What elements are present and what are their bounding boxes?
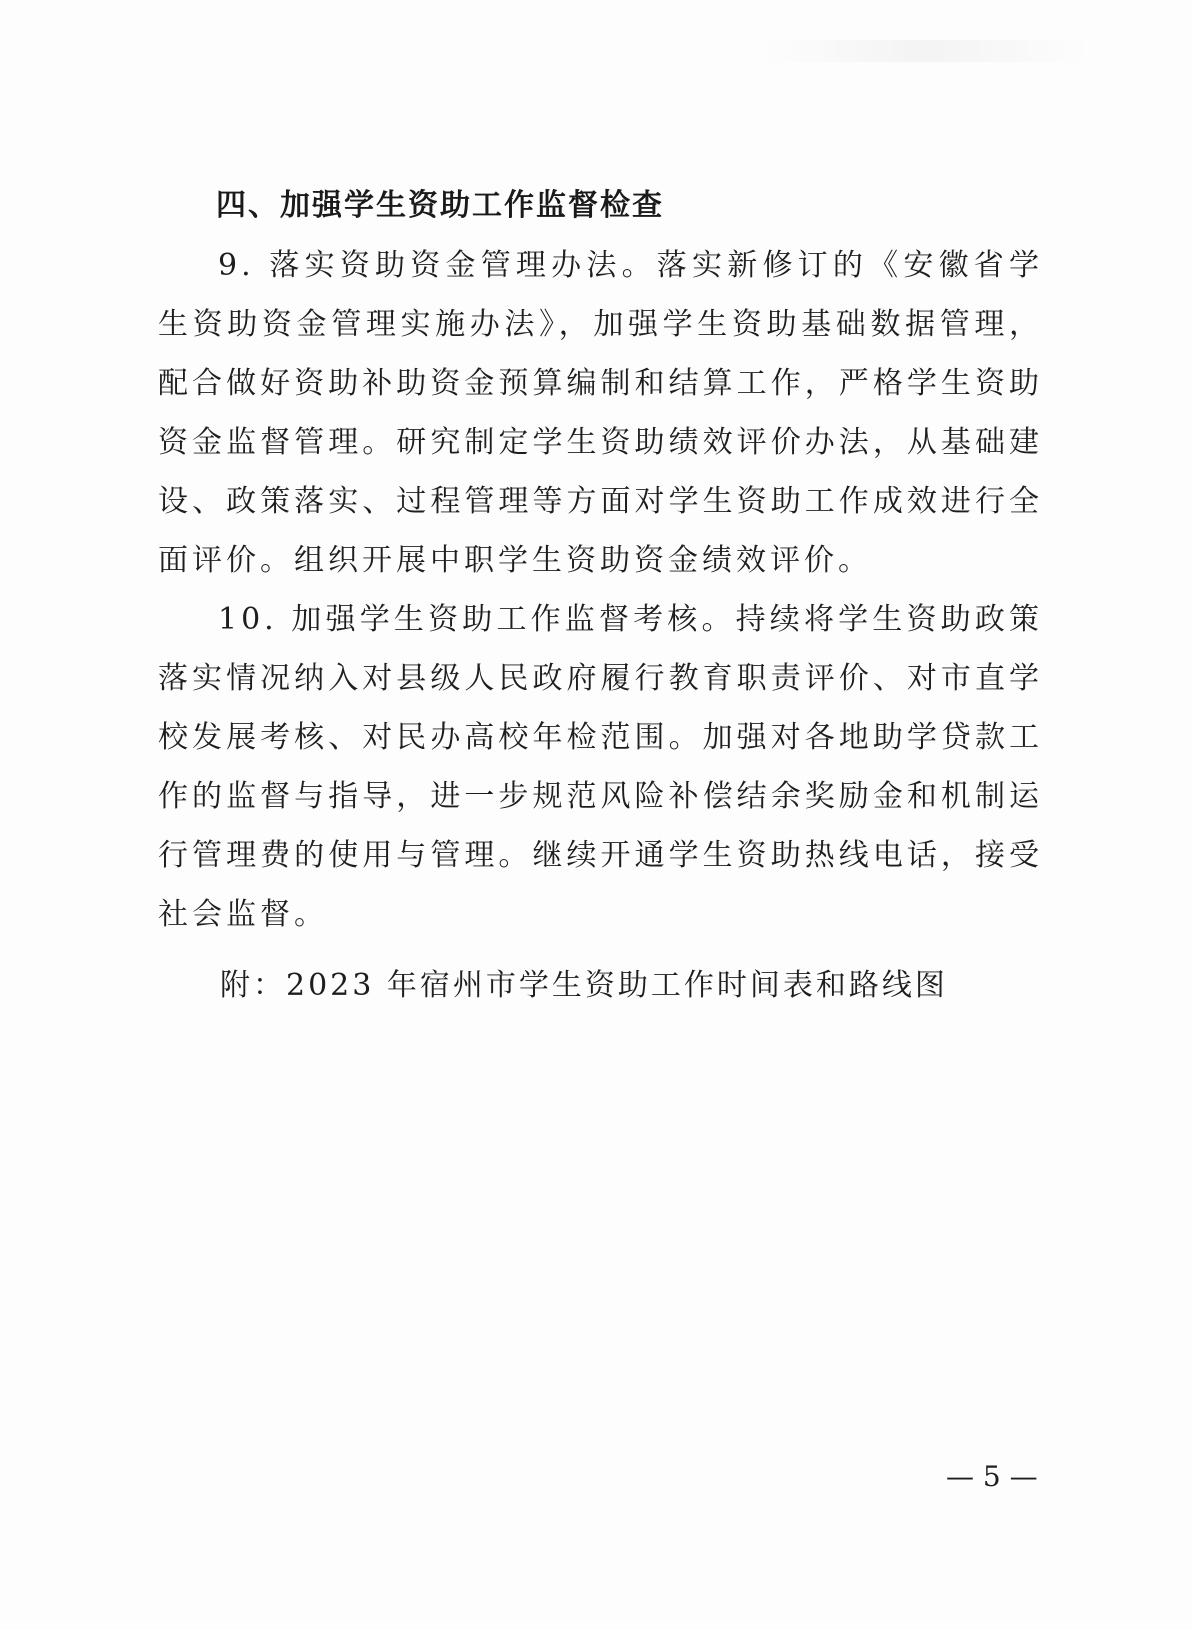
attachment-note: 附：2023 年宿州市学生资助工作时间表和路线图 xyxy=(220,968,948,1003)
scan-artifact xyxy=(760,40,1090,62)
paragraph-9: 9. 落实资助资金管理办法。落实新修订的《安徽省学生资助资金管理实施办法》，加强学生资助基础数据管理，配合做好资助补助资金预算编制和结算工作，严格学生资助资金监督管理。研究制定学生资助绩效评价办法，从基础建设、政策落实、过程管理等方面对学生资助工作成效进行全面评价。组织开展中职学生资助资金绩效评价。 xyxy=(158,248,1043,578)
paragraph-10: 10. 加强学生资助工作监督考核。持续将学生资助政策落实情况纳入对县级人民政府履行教育职责评价、对市直学校发展考核、对民办高校年检范围。加强对各地助学贷款工作的监督与指导，进一步规范风险补偿结余奖励金和机制运行管理费的使用与管理。继续开通学生资助热线电话，接受社会监督。 xyxy=(158,602,1043,932)
section-heading: 四、加强学生资助工作监督检查 xyxy=(216,188,664,223)
page-number: — 5 — xyxy=(946,1460,1038,1493)
